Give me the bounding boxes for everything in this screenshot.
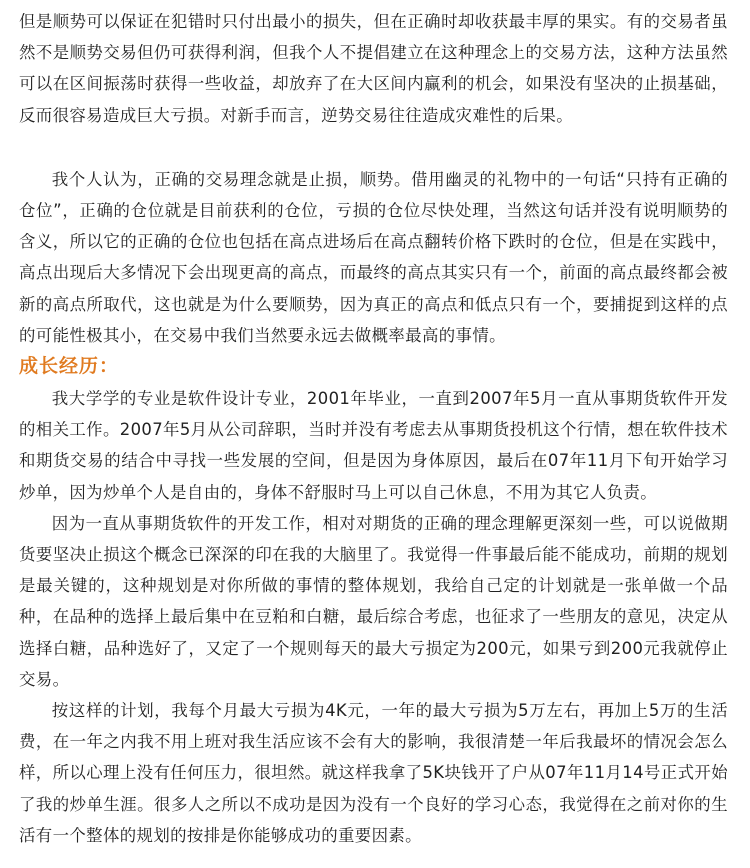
paragraph-5: 按这样的计划，我每个月最大亏损为4K元，一年的最大亏损为5万左右，再加上5万的生活费，在一年之内我不用上班对我生活应该不会有大的影响，我很清楚一年后我最坏的情况会怎么样，所以心理上没有任何压力，很坦然。就这样我拿了5K块钱开了户从07年11月14号正式开始了我的炒单生涯。很多人之所以不成功是因为没有一个良好的学习心态，我觉得在之前对你的生活有一个整体的规划的按排是你能够成功的重要因素。: [19, 701, 728, 845]
paragraph-2: 我个人认为，正确的交易理念就是止损，顺势。借用幽灵的礼物中的一句话“只持有正确的仓位”，正确的仓位就是目前获利的仓位，亏损的仓位尽快处理，当然这句话并没有说明顺势的含义，所以它的正确的仓位也包括在高点进场后在高点翻转价格下跌时的仓位，但是在实践中，高点出现后大多情况下会出现更高的高点，而最终的高点其实只有一个，前面的高点最终都会被新的高点所取代，这也就是为什么要顺势，因为真正的高点和低点只有一个，要捕捉到这样的点的可能性极其小，在交易中我们当然要永远去做概率最高的事情。: [19, 169, 728, 345]
section-heading: 成长经历：: [19, 355, 120, 378]
paragraph-4: 因为一直从事期货软件的开发工作，相对对期货的正确的理念理解更深刻一些，可以说做期货要坚决止损这个概念已深深的印在我的大脑里了。我觉得一件事最后能不能成功，前期的规划是最关键的，这种规划是对你所做的事情的整体规划，我给自己定的计划就是一张单做一个品种，在品种的选择上最后集中在豆粕和白糖，最后综合考虑，也征求了一些朋友的意见，决定从选择白糖，品种选好了，又定了一个规则每天的最大亏损定为200元，如果亏到200元我就停止交易。: [19, 513, 728, 689]
paragraph-1: 但是顺势可以保证在犯错时只付出最小的损失，但在正确时却收获最丰厚的果实。有的交易者虽然不是顺势交易但仍可获得利润，但我个人不提倡建立在这种理念上的交易方法，这种方法虽然可以在区间振荡时获得一些收益，却放弃了在大区间内赢利的机会，如果没有坚决的止损基础，反而很容易造成巨大亏损。对新手而言，逆势交易往往造成灾难性的后果。: [19, 12, 728, 125]
paragraph-3: 我大学学的专业是软件设计专业，2001年毕业，一直到2007年5月一直从事期货软件开发的相关工作。2007年5月从公司辞职，当时并没有考虑去从事期货投机这个行情，想在软件技术和期货交易的结合中寻找一些发展的空间，但是因为身体原因，最后在07年11月下旬开始学习炒单，因为炒单个人是自由的，身体不舒服时马上可以自己休息，不用为其它人负责。: [19, 389, 728, 502]
